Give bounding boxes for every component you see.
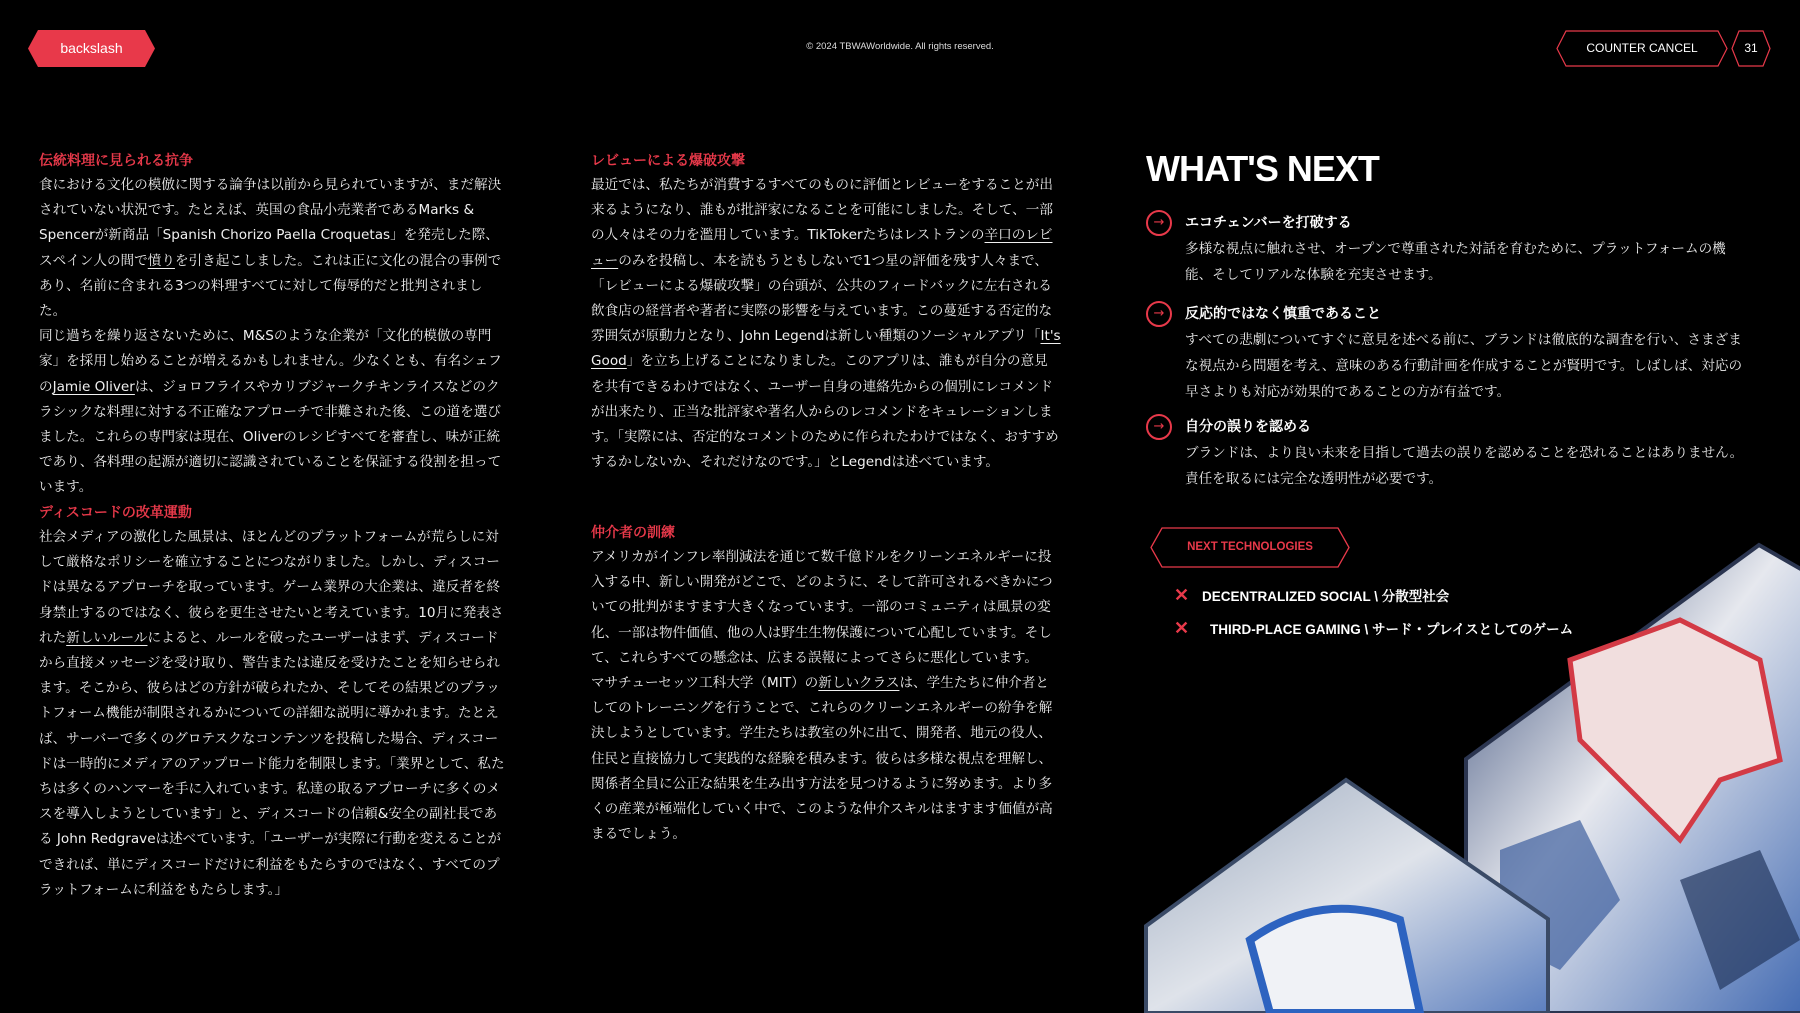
text-segment: によると、ルールを破ったユーザーはまず、ディスコードから直接メッセージを受け取り、警告または違反を受けたことを知らせられます。そこから、彼らはどの方針が破られたか、そしてその結果どのプラットフォーム機能が制限されるかについての詳細な説明に導かれます。たとえば、サーバーで多くのグロテスクなコンテンツを投稿した場合、ディスコードは一時的にメディアのアップロード能力を制限します。「業界として、私たちは多くのハンマーを手に入れています。私達の取るアプローチに多くのメスを導入しようとしています」と、ディスコードの信頼&安全の副社長である John Redgraveは述べています。「ユーザーが実際に行動を変えることができれば、単にディスコードだけに利益をもたらすのではなく、すべてのプラットフォームに利益をもたらします。」 <box>39 629 505 898</box>
arrow-right-circle-icon: → <box>1146 414 1172 440</box>
text-segment: 最近では、私たちが消費するすべてのものに評価とレビューをすることが出来るようになり、誰もが批評家になることを可能にしました。そして、一部の人々はその力を濫用しています。TikTokerたちはレストランの <box>591 177 1053 244</box>
text-segment: 食における文化の模倣に関する論争は以前から見られていますが、まだ解決されていない状況です。たとえば、英国の食品小売業者であるMarks & Spencerが新商品「Spanish Chorizo Paella Croquetas」を発売した際、スペイン人の間で <box>39 177 502 269</box>
page-number-badge <box>1731 30 1771 67</box>
section-heading: レビューによる爆破攻撃 <box>591 153 745 169</box>
arrow-right-circle-icon: → <box>1146 301 1172 327</box>
x-icon: ✕ <box>1174 585 1190 605</box>
paragraph <box>39 525 509 903</box>
text-segment: マサチューセッツ工科大学（MIT）の <box>591 675 819 692</box>
left-section-2 <box>39 503 509 903</box>
item-title: 反応的ではなく慎重であること <box>1185 306 1381 322</box>
inline-link[interactable]: Jamie Oliver <box>52 378 135 395</box>
section-heading: 伝統料理に見られる抗争 <box>39 153 193 169</box>
inline-link[interactable]: 憤り <box>147 252 175 269</box>
item-body: ブランドは、より良い未来を目指して過去の誤りを認めることを恐れることはありません。責任を取るには完全な透明性が必要です。 <box>1185 445 1744 487</box>
text-segment: 」を立ち上げることになりました。このアプリは、誰もが自分の意見を共有できるわけではなく、ユーザー自身の連絡先からの個別にレコメンドが出来たり、正当な批評家や著名人からのレコメンドをキュレーションします。「実際には、否定的なコメントのために作られたわけではなく、おすすめするかしないか、それだけなのです。」とLegendは述べています。 <box>591 353 1059 471</box>
item-body: 多様な視点に触れさせ、オープンで尊重された対話を育むために、プラットフォームの機能、そしてリアルな体験を充実させます。 <box>1185 241 1726 283</box>
inline-link[interactable]: 新しいルール <box>66 629 148 646</box>
technology-item <box>1174 585 1449 606</box>
text-segment: のみを投稿し、本を読もうともしないで1つ星の評価を残す人々まで、「レビューによる爆破攻撃」の台頭が、公共のフィードバックに左右される飲食店の経営者や著者に実際の影響を与えています。この蔓延する否定的な雰囲気が原動力となり、John Legendは新しい種類のソーシャルアプリ「 <box>591 252 1053 345</box>
x-icon: ✕ <box>1174 618 1190 638</box>
paragraph <box>591 173 1061 475</box>
backslash-logo[interactable] <box>28 30 155 67</box>
section-heading: ディスコードの改革運動 <box>39 505 192 521</box>
item-title: エコチェンバーを打破する <box>1185 215 1352 231</box>
text-segment: を引き起こしました。これは正に文化の混合の事例であり、名前に含まれる3つの料理すべてに対して侮辱的だと批判されました。 <box>39 252 502 320</box>
text-segment: は、ジョロフライスやカリブジャークチキンライスなどのクラシックな料理に対する不正確なアプローチで非難された後、この道を選びました。これらの専門家は現在、Oliverのレシピすべてを審査し、味が正統であり、各料理の起源が適切に認識されていることを保証する役割を担っています。 <box>39 378 502 496</box>
logo-text: backslash <box>60 40 123 56</box>
next-technologies-badge <box>1150 527 1350 568</box>
text-segment: アメリカがインフレ率削減法を通じて数千億ドルをクリーンエネルギーに投入する中、新しい開発がどこで、どのように、そして許可されるべきかについての批判がますます大きくなっています。一部のコミュニティは風景の変化、一部は物件価値、他の人は野生生物保護について心配しています。そして、これらすべての懸念は、広まる誤報によってさらに悪化しています。 <box>591 549 1053 666</box>
text-segment: は、学生たちに仲介者としてのトレーニングを行うことで、これらのクリーンエネルギーの紛争を解決しようとしています。学生たちは教室の外に出て、開発者、地元の役人、住民と直接協力して実践的な経験を積みます。彼らは多様な視点を理解し、関係者全員に公正な結果を生み出す方法を見つけるように努めます。より多くの産業が極端化していく中で、このような仲介スキルはますます価値が高まるでしょう。 <box>591 675 1053 843</box>
paragraph <box>39 173 509 324</box>
middle-section-1 <box>591 151 1061 475</box>
text-segment: 社会メディアの激化した風景は、ほとんどのプラットフォームが荒らしに対して厳格なポリシーを確立することにつながりました。しかし、ディスコードは異なるアプローチを取っています。ゲーム業界の大企業は、違反者を終身禁止するのではなく、彼らを更生させたいと考えています。10月に発表された <box>39 529 504 646</box>
item-body: すべての悲劇についてすぐに意見を述べる前に、ブランドは徹底的な調査を行い、さまざまな視点から問題を考え、意味のある行動計画を作成することが賢明です。しばしば、対応の早さよりも対応が効果的であることの方が有益です。 <box>1185 332 1743 400</box>
whats-next-title: WHAT'S NEXT <box>1146 148 1379 189</box>
technology-item <box>1174 618 1573 639</box>
inline-link[interactable]: 新しいクラス <box>818 675 900 692</box>
next-technologies-label: NEXT TECHNOLOGIES <box>1187 541 1313 553</box>
copyright-notice: © 2024 TBWAWorldwide. All rights reserved. <box>806 41 994 52</box>
paragraph <box>39 324 509 500</box>
inline-link[interactable]: It's Good <box>591 328 1061 370</box>
paragraph <box>591 671 1061 847</box>
text-segment: 同じ過ちを繰り返さないために、M&Sのような企業が「文化的模倣の専門家」を採用し始めることが増えるかもしれません。少なくとも、有名シェフの <box>39 328 502 395</box>
section-label: COUNTER CANCEL <box>1586 41 1698 55</box>
inline-link[interactable]: 辛口のレビュー <box>591 227 1053 269</box>
section-heading: 仲介者の訓練 <box>591 525 675 541</box>
middle-section-2 <box>591 523 1061 847</box>
arrow-right-circle-icon: → <box>1146 210 1172 236</box>
technology-text: DECENTRALIZED SOCIAL \ 分散型社会 <box>1202 589 1450 604</box>
technology-text: THIRD-PLACE GAMING \ サード・プレイスとしてのゲーム <box>1210 622 1574 637</box>
paragraph <box>591 545 1061 671</box>
left-section-1 <box>39 151 509 501</box>
section-label-badge <box>1556 30 1728 67</box>
item-title: 自分の誤りを認める <box>1185 419 1311 435</box>
page-number: 31 <box>1744 41 1758 55</box>
